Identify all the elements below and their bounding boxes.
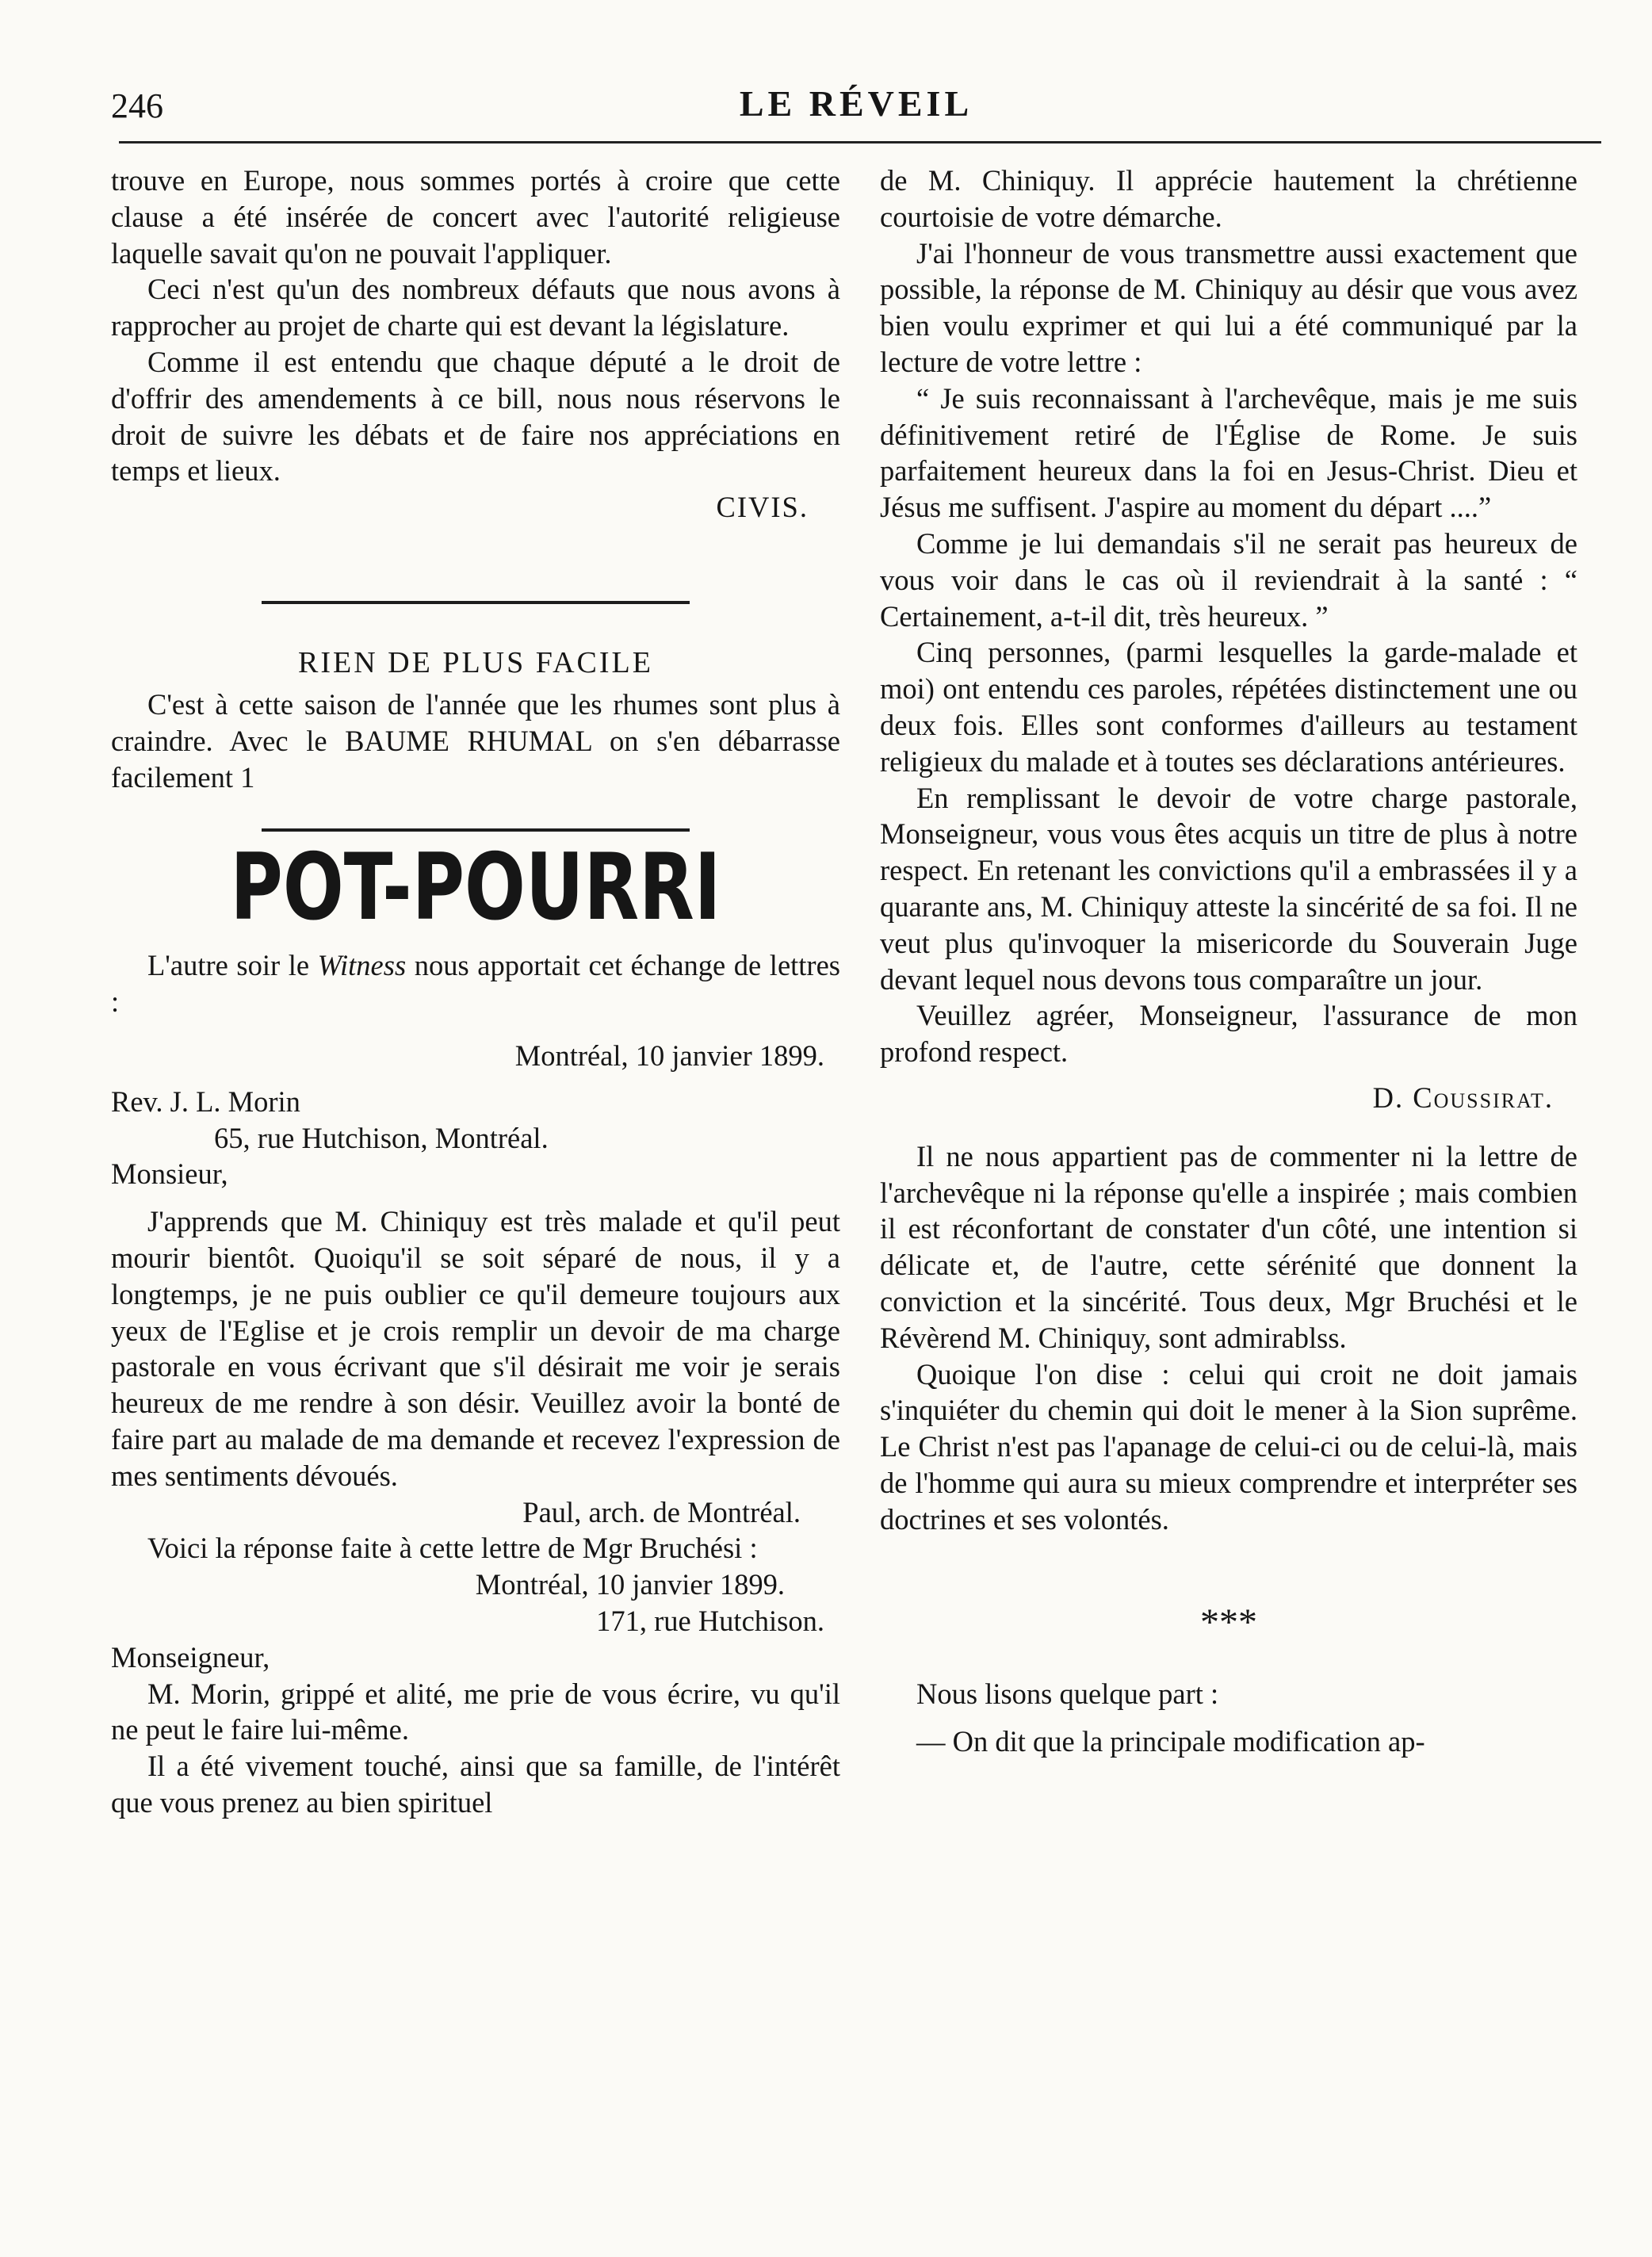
article-signature: CIVIS. [716,491,809,524]
letter-paragraph: Veuillez agréer, Monseigneur, l'assurance de mon profond respect. [880,999,1577,1069]
letter-signature: Paul, arch. de Montréal. [522,1495,801,1528]
right-column [880,163,1577,1760]
reply-intro: Voici la réponse faite à cette lettre de Mgr Bruchési : [147,1532,758,1565]
letter-dateline: Montréal, 10 janvier 1899. [514,1039,824,1072]
letter-dateline: Montréal, 10 janvier 1899. [475,1568,785,1601]
letter-paragraph: Il a été vivement touché, ainsi que sa famille, de l'intérêt que vous prenez au bien spirituel [111,1750,840,1819]
letter-addressee: Rev. J. L. Morin [111,1085,300,1118]
newspaper-name: Witness [317,949,407,982]
commentary-paragraph: Quoique l'on dise : celui qui croit ne doit jamais s'inquiéter du chemin qui doit le mener à la Sion suprême. Le Christ n'est pas l'apanage de celui-ci ou de celui-là, mais de l'homme qui aura su mieux comprendre et interpréter ses doctrines et ses volontés. [880,1357,1577,1536]
quoted-reply: “ Je suis reconnaissant à l'archevêque, mais je me suis définitivement retiré de l'Église de Rome. Je suis parfaitement heureux dans la foi en Jesus-Christ. Dieu et Jésus me suffisent. J'aspire au moment du départ ....” [880,381,1577,524]
section-divider [262,828,690,832]
letter-address: 65, rue Hutchison, Montréal. [214,1121,549,1154]
header-rule [119,141,1601,143]
intro-text: nous apportait cet échange de lettres : [111,949,840,1019]
section-stars: *** [1200,1601,1257,1644]
page-number: 246 [111,86,163,125]
section-title: POT-POURRI [230,834,721,942]
article-paragraph: Comme il est entendu que chaque député a le droit de d'offrir des amendements à ce bill, nous nous réservons le droit de suivre les débats et de faire nos appréciations en temps et lieux. [111,345,840,488]
article-paragraph: Ceci n'est qu'un des nombreux défauts que nous avons à rapprocher au projet de charte qui est devant la législature. [111,273,840,342]
ad-title: RIEN DE PLUS FACILE [298,645,653,679]
letter-paragraph: M. Morin, grippé et alité, me prie de vous écrire, vu qu'il ne peut le faire lui-même. [111,1677,840,1746]
letter-salutation: Monsieur, [111,1157,228,1191]
article-paragraph: trouve en Europe, nous sommes portés à croire que cette clause a été insérée de concert avec l'autorité religieuse laquelle savait qu'on ne pouvait l'appliquer. [111,164,840,270]
letter-paragraph: de M. Chiniquy. Il apprécie hautement la chrétienne courtoisie de votre démarche. [880,164,1577,233]
intro-text: L'autre soir le [147,949,318,982]
letter-paragraph: Cinq personnes, (parmi lesquelles la garde-malade et moi) ont entendu ces paroles, répétées distinctement une ou deux fois. Elles sont conformes d'ailleurs au testament religieux du malade et à toutes ses déclarations antérieures. [880,636,1577,778]
letter-paragraph: Comme je lui demandais s'il ne serait pas heureux de vous voir dans le cas où il reviendrait à la santé : “ Certainement, a-t-il dit, très heureux. ” [880,526,1577,633]
snippet-text: — On dit que la principale modification ap- [916,1725,1425,1758]
letter-body: J'apprends que M. Chiniquy est très malade et qu'il peut mourir bientôt. Quoiqu'il se soit séparé de nous, il y a longtemps, je ne puis oublier ce qu'il demeure toujours aux yeux de l'Eglise et je crois remplir un devoir de ma charge pastorale en vous écrivant que s'il désirait me voir je serais heureux de me rendre à son désir. Veuillez avoir la bonté de faire part au malade de ma demande et recevez l'expression de mes sentiments dévoués. [111,1205,840,1492]
commentary-paragraph: Il ne nous appartient pas de commenter ni la lettre de l'archevêque ni la réponse qu'elle a inspirée ; mais combien il est réconfortant de constater d'un côté, une intention si délicate et, de l'autre, cette sérénité que donnent la conviction et la sincérité. Tous deux, Mgr Bruchési et le Révèrend M. Chiniquy, sont admirablss. [880,1139,1577,1354]
letter-paragraph: J'ai l'honneur de vous transmettre aussi exactement que possible, la réponse de M. Chiniquy au désir que vous avez bien voulu exprimer et qui lui a été communiqué par la lecture de votre lettre : [880,236,1577,378]
left-column [111,163,840,1821]
ad-text: C'est à cette saison de l'année que les rhumes sont plus à craindre. Avec le BAUME RHUMAL on s'en débarrasse facilement 1 [111,687,840,794]
section-divider [262,601,690,604]
letter-signature: D. Coussirat. [1372,1081,1554,1114]
letter-salutation: Monseigneur, [111,1640,270,1674]
potpourri-intro [111,947,840,1020]
journal-title: LE RÉVEIL [739,83,973,124]
page-header [111,79,1601,135]
snippet-intro: Nous lisons quelque part : [916,1677,1219,1711]
letter-address: 171, rue Hutchison. [596,1604,824,1637]
letter-paragraph: En remplissant le devoir de votre charge pastorale, Monseigneur, vous vous êtes acquis un titre de plus à notre respect. En retenant les convictions qu'il a embrassées il y a quarante ans, M. Chiniquy atteste la sincérité de sa foi. Il ne veut plus qu'invoquer la misericorde du Souverain Juge devant lequel nous devons tous comparaître un jour. [880,781,1577,996]
